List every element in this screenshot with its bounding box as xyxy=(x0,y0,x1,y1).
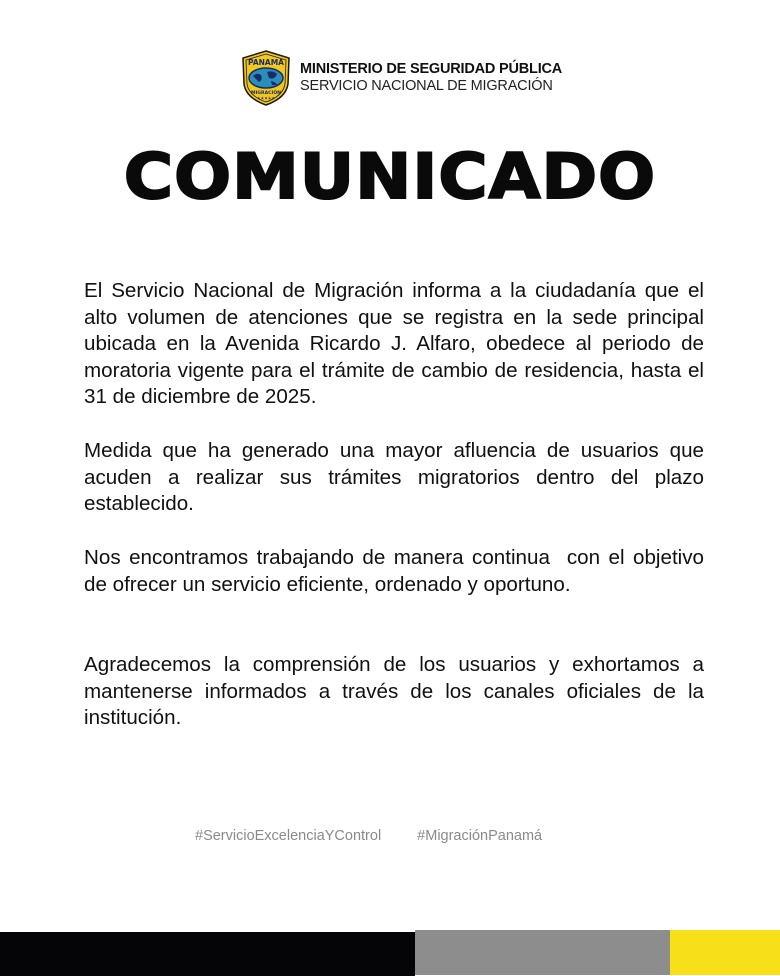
paragraph-text: Nos encontramos trabajando de manera continua con el objetivo de ofrecer un servicio eficiente, ordenado y oportuno. xyxy=(84,546,710,596)
paragraph-text: Agradecemos la comprensión de los usuarios y exhortamos a mantenerse informados a través de los canales oficiales de la institución. xyxy=(84,653,704,730)
paragraph-text: Medida que ha generado una mayor afluencia de usuarios que acuden a realizar sus trámites migratorios dentro del plazo establecido. xyxy=(84,439,704,516)
hashtags xyxy=(195,828,542,844)
footer-bar-yellow xyxy=(670,930,780,975)
paragraph-1 xyxy=(84,278,704,411)
footer-bar-black xyxy=(0,932,415,976)
footer-bar-gray xyxy=(415,930,670,975)
paragraph-4 xyxy=(84,652,704,732)
paragraph-text: El Servicio Nacional de Migración informa a la ciudadanía que el alto volumen de atenciones que se registra en la sede principal ubicada en la Avenida Ricardo J. Alfaro, obedece al periodo de moratoria vigente para el trámite de cambio de residencia, hasta el 31 de diciembre de 2025. xyxy=(84,279,704,409)
organization-name xyxy=(300,61,562,95)
svg-text:MIGRACIÓN: MIGRACIÓN xyxy=(251,91,281,96)
page-title: COMUNICADO xyxy=(123,140,657,213)
paragraph-3 xyxy=(84,545,710,598)
svg-text:PANAMA: PANAMA xyxy=(248,58,284,67)
svg-text:★★★★★: ★★★★★ xyxy=(257,95,275,101)
header xyxy=(241,50,562,106)
ministry-name: MINISTERIO DE SEGURIDAD PÚBLICA xyxy=(300,61,563,77)
panama-migracion-shield-icon xyxy=(241,50,291,106)
hashtag-servicio: #ServicioExcelenciaYControl xyxy=(195,828,382,844)
service-name: SERVICIO NACIONAL DE MIGRACIÓN xyxy=(300,78,553,94)
hashtag-migracion: #MigraciónPanamá xyxy=(417,828,543,844)
paragraph-2 xyxy=(84,438,704,518)
